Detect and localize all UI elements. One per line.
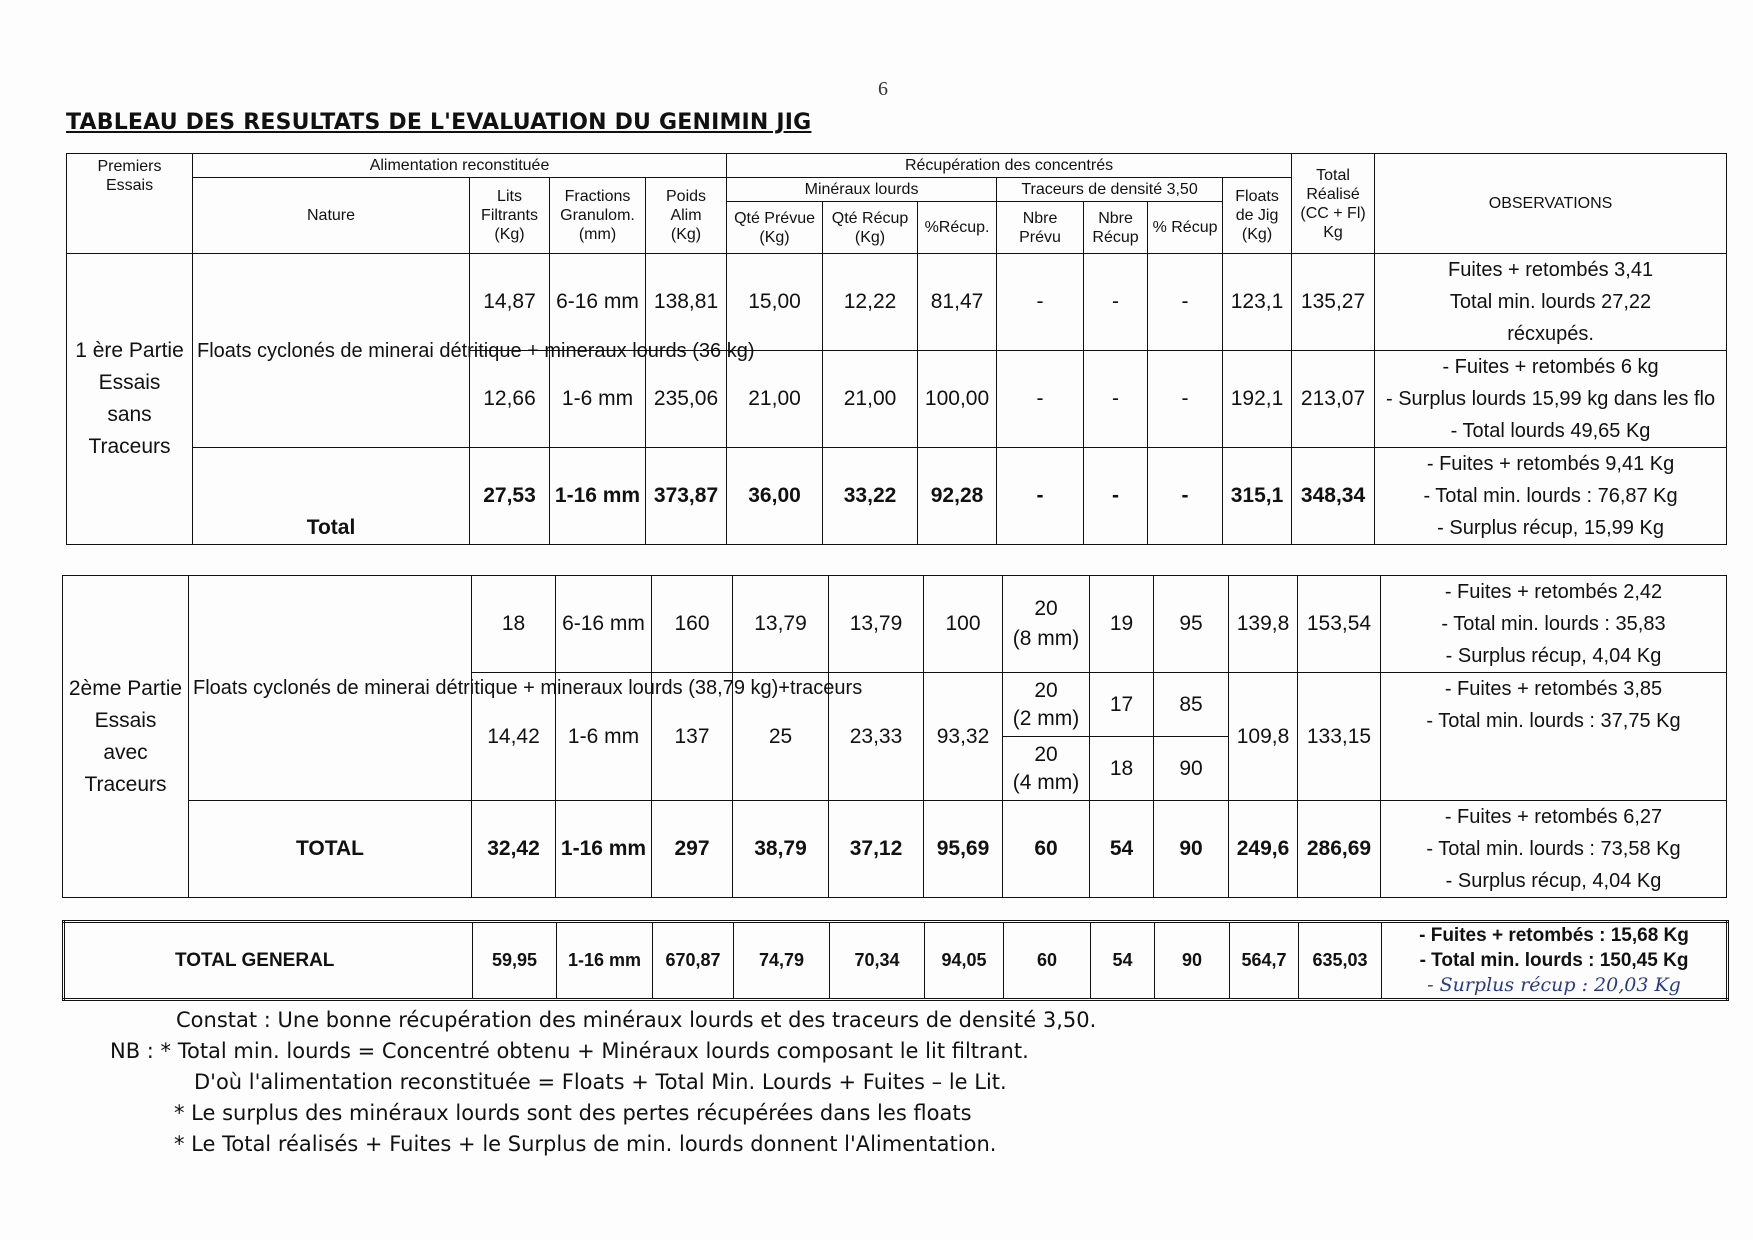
header-premiers-essais: Premiers Essais bbox=[67, 154, 193, 254]
cell-nbre-prevu: 20 (2 mm) bbox=[1003, 673, 1090, 737]
cell-observations: - Fuites + retombés : 15,68 Kg - Total min. lourds : 150,45 Kg - Surplus récup : 20,03 Kg bbox=[1382, 922, 1728, 1000]
cell-lits: 18 bbox=[472, 576, 556, 673]
cell-nbre-recup: 54 bbox=[1090, 801, 1154, 898]
results-table-part2 bbox=[62, 575, 1727, 898]
header-nature: Nature bbox=[193, 178, 470, 254]
header-poids: Poids Alim (Kg) bbox=[646, 178, 727, 254]
cell-nbre-prevu: 20 (4 mm) bbox=[1003, 737, 1090, 801]
results-table-part1 bbox=[66, 153, 1727, 545]
cell-floats: 192,1 bbox=[1223, 351, 1292, 448]
cell-nbre-prevu: - bbox=[997, 351, 1084, 448]
part1-label: 1 ère Partie Essais sans Traceurs bbox=[67, 254, 193, 545]
cell-poids: 670,87 bbox=[653, 922, 734, 1000]
header-alimentation: Alimentation reconstituée bbox=[193, 154, 727, 178]
cell-observations: - Fuites + retombés 6 kg - Surplus lourds 15,99 kg dans les flo - Total lourds 49,65 Kg bbox=[1375, 351, 1727, 448]
cell-total: 635,03 bbox=[1299, 922, 1382, 1000]
cell-lits: 14,87 bbox=[470, 254, 550, 351]
note-nb-2: D'où l'alimentation reconstituée = Floats + Total Min. Lourds + Fuites – le Lit. bbox=[194, 1070, 1007, 1094]
cell-pct-recup: 93,32 bbox=[924, 673, 1003, 801]
header-nbre-recup: Nbre Récup bbox=[1084, 202, 1148, 254]
cell-fractions: 1-16 mm bbox=[550, 448, 646, 545]
total-general-label: TOTAL GENERAL bbox=[64, 922, 473, 1000]
cell-fractions: 1-16 mm bbox=[557, 922, 653, 1000]
cell-poids: 137 bbox=[652, 673, 733, 801]
cell-qte-prevue: 74,79 bbox=[734, 922, 830, 1000]
cell-nbre-prevu: 60 bbox=[1004, 922, 1091, 1000]
cell-pct-recup: 92,28 bbox=[918, 448, 997, 545]
cell-qte-prevue: 36,00 bbox=[727, 448, 823, 545]
cell-qte-prevue: 25 bbox=[733, 673, 829, 801]
cell-nbre-recup: - bbox=[1084, 351, 1148, 448]
header-traceurs: Traceurs de densité 3,50 bbox=[997, 178, 1223, 202]
cell-pct-recup: 100,00 bbox=[918, 351, 997, 448]
cell-qte-recup: 13,79 bbox=[829, 576, 924, 673]
cell-qte-recup: 23,33 bbox=[829, 673, 924, 801]
cell-pct-traceurs: 90 bbox=[1154, 801, 1229, 898]
total-general-table bbox=[62, 920, 1729, 1001]
cell-qte-prevue: 38,79 bbox=[733, 801, 829, 898]
cell-total: 286,69 bbox=[1298, 801, 1381, 898]
header-fractions: Fractions Granulom. (mm) bbox=[550, 178, 646, 254]
cell-nbre-recup: - bbox=[1084, 448, 1148, 545]
cell-lits: 32,42 bbox=[472, 801, 556, 898]
note-nb-3: * Le surplus des minéraux lourds sont des pertes récupérées dans les floats bbox=[174, 1101, 972, 1125]
cell-total: 348,34 bbox=[1292, 448, 1375, 545]
header-qte-prevue: Qté Prévue (Kg) bbox=[727, 202, 823, 254]
cell-lits: 27,53 bbox=[470, 448, 550, 545]
cell-total: 153,54 bbox=[1298, 576, 1381, 673]
part1-total-label: Total bbox=[193, 448, 470, 545]
cell-floats: 249,6 bbox=[1229, 801, 1298, 898]
note-constat: Constat : Une bonne récupération des minéraux lourds et des traceurs de densité 3,50. bbox=[176, 1008, 1097, 1032]
cell-observations: Fuites + retombés 3,41 Total min. lourds 27,22 récxupés. bbox=[1375, 254, 1727, 351]
cell-fractions: 1-6 mm bbox=[556, 673, 652, 801]
cell-poids: 235,06 bbox=[646, 351, 727, 448]
cell-pct-traceurs: - bbox=[1148, 254, 1223, 351]
cell-pct-traceurs: - bbox=[1148, 351, 1223, 448]
part2-label: 2ème Partie Essais avec Traceurs bbox=[63, 576, 189, 898]
cell-total: 213,07 bbox=[1292, 351, 1375, 448]
part2-total-label: TOTAL bbox=[189, 801, 472, 898]
header-pct-recup-traceurs: % Récup bbox=[1148, 202, 1223, 254]
cell-observations: - Fuites + retombés 9,41 Kg - Total min. lourds : 76,87 Kg - Surplus récup, 15,99 Kg bbox=[1375, 448, 1727, 545]
cell-lits: 59,95 bbox=[473, 922, 557, 1000]
cell-floats: 564,7 bbox=[1230, 922, 1299, 1000]
note-nb-1: NB : * Total min. lourds = Concentré obtenu + Minéraux lourds composant le lit filtrant. bbox=[110, 1039, 1029, 1063]
cell-qte-prevue: 13,79 bbox=[733, 576, 829, 673]
document-title: TABLEAU DES RESULTATS DE L'EVALUATION DU GENIMIN JIG bbox=[66, 110, 812, 135]
cell-nbre-recup: 17 bbox=[1090, 673, 1154, 737]
cell-fractions: 6-16 mm bbox=[550, 254, 646, 351]
cell-pct-traceurs: - bbox=[1148, 448, 1223, 545]
cell-observations: - Fuites + retombés 6,27 - Total min. lourds : 73,58 Kg - Surplus récup, 4,04 Kg bbox=[1381, 801, 1727, 898]
header-qte-recup: Qté Récup (Kg) bbox=[823, 202, 918, 254]
cell-pct-recup: 81,47 bbox=[918, 254, 997, 351]
header-mineraux-lourds: Minéraux lourds bbox=[727, 178, 997, 202]
cell-fractions: 1-16 mm bbox=[556, 801, 652, 898]
cell-poids: 138,81 bbox=[646, 254, 727, 351]
cell-observations: - Fuites + retombés 2,42 - Total min. lourds : 35,83 - Surplus récup, 4,04 Kg bbox=[1381, 576, 1727, 673]
cell-nbre-recup: 54 bbox=[1091, 922, 1155, 1000]
cell-pct-recup: 95,69 bbox=[924, 801, 1003, 898]
cell-poids: 373,87 bbox=[646, 448, 727, 545]
header-recuperation: Récupération des concentrés bbox=[727, 154, 1292, 178]
cell-qte-recup: 12,22 bbox=[823, 254, 918, 351]
cell-pct-traceurs: 95 bbox=[1154, 576, 1229, 673]
cell-pct-traceurs: 85 bbox=[1154, 673, 1229, 737]
cell-total: 135,27 bbox=[1292, 254, 1375, 351]
cell-pct-recup: 100 bbox=[924, 576, 1003, 673]
cell-nbre-recup: 19 bbox=[1090, 576, 1154, 673]
header-total-realise: Total Réalisé (CC + Fl) Kg bbox=[1292, 154, 1375, 254]
cell-floats: 139,8 bbox=[1229, 576, 1298, 673]
cell-fractions: 6-16 mm bbox=[556, 576, 652, 673]
cell-lits: 12,66 bbox=[470, 351, 550, 448]
header-floats: Floats de Jig (Kg) bbox=[1223, 178, 1292, 254]
cell-poids: 160 bbox=[652, 576, 733, 673]
cell-nbre-prevu: - bbox=[997, 254, 1084, 351]
cell-floats: 315,1 bbox=[1223, 448, 1292, 545]
handwritten-note: - Surplus récup : 20,03 Kg bbox=[1427, 974, 1681, 996]
cell-total: 133,15 bbox=[1298, 673, 1381, 801]
header-pct-recup: %Récup. bbox=[918, 202, 997, 254]
cell-lits: 14,42 bbox=[472, 673, 556, 801]
cell-qte-recup: 33,22 bbox=[823, 448, 918, 545]
cell-observations: - Fuites + retombés 3,85 - Total min. lourds : 37,75 Kg bbox=[1381, 673, 1727, 801]
part2-nature: Floats cyclonés de minerai détritique + mineraux lourds (38,79 kg)+traceurs bbox=[189, 576, 472, 801]
cell-nbre-prevu: 20 (8 mm) bbox=[1003, 576, 1090, 673]
footnotes bbox=[110, 1005, 1096, 1160]
cell-qte-prevue: 15,00 bbox=[727, 254, 823, 351]
cell-pct-traceurs: 90 bbox=[1155, 922, 1230, 1000]
cell-floats: 109,8 bbox=[1229, 673, 1298, 801]
note-nb-4: * Le Total réalisés + Fuites + le Surplus de min. lourds donnent l'Alimentation. bbox=[174, 1132, 997, 1156]
part1-nature: Floats cyclonés de minerai détritique + mineraux lourds (36 kg) bbox=[193, 254, 470, 448]
cell-qte-prevue: 21,00 bbox=[727, 351, 823, 448]
header-nbre-prevu: Nbre Prévu bbox=[997, 202, 1084, 254]
cell-qte-recup: 70,34 bbox=[830, 922, 925, 1000]
cell-nbre-prevu: 60 bbox=[1003, 801, 1090, 898]
cell-qte-recup: 37,12 bbox=[829, 801, 924, 898]
cell-poids: 297 bbox=[652, 801, 733, 898]
cell-nbre-prevu: - bbox=[997, 448, 1084, 545]
cell-qte-recup: 21,00 bbox=[823, 351, 918, 448]
cell-floats: 123,1 bbox=[1223, 254, 1292, 351]
header-lits: Lits Filtrants (Kg) bbox=[470, 178, 550, 254]
cell-pct-traceurs: 90 bbox=[1154, 737, 1229, 801]
cell-fractions: 1-6 mm bbox=[550, 351, 646, 448]
header-observations: OBSERVATIONS bbox=[1375, 154, 1727, 254]
cell-nbre-recup: 18 bbox=[1090, 737, 1154, 801]
page-number: 6 bbox=[878, 78, 888, 100]
cell-pct-recup: 94,05 bbox=[925, 922, 1004, 1000]
cell-nbre-recup: - bbox=[1084, 254, 1148, 351]
